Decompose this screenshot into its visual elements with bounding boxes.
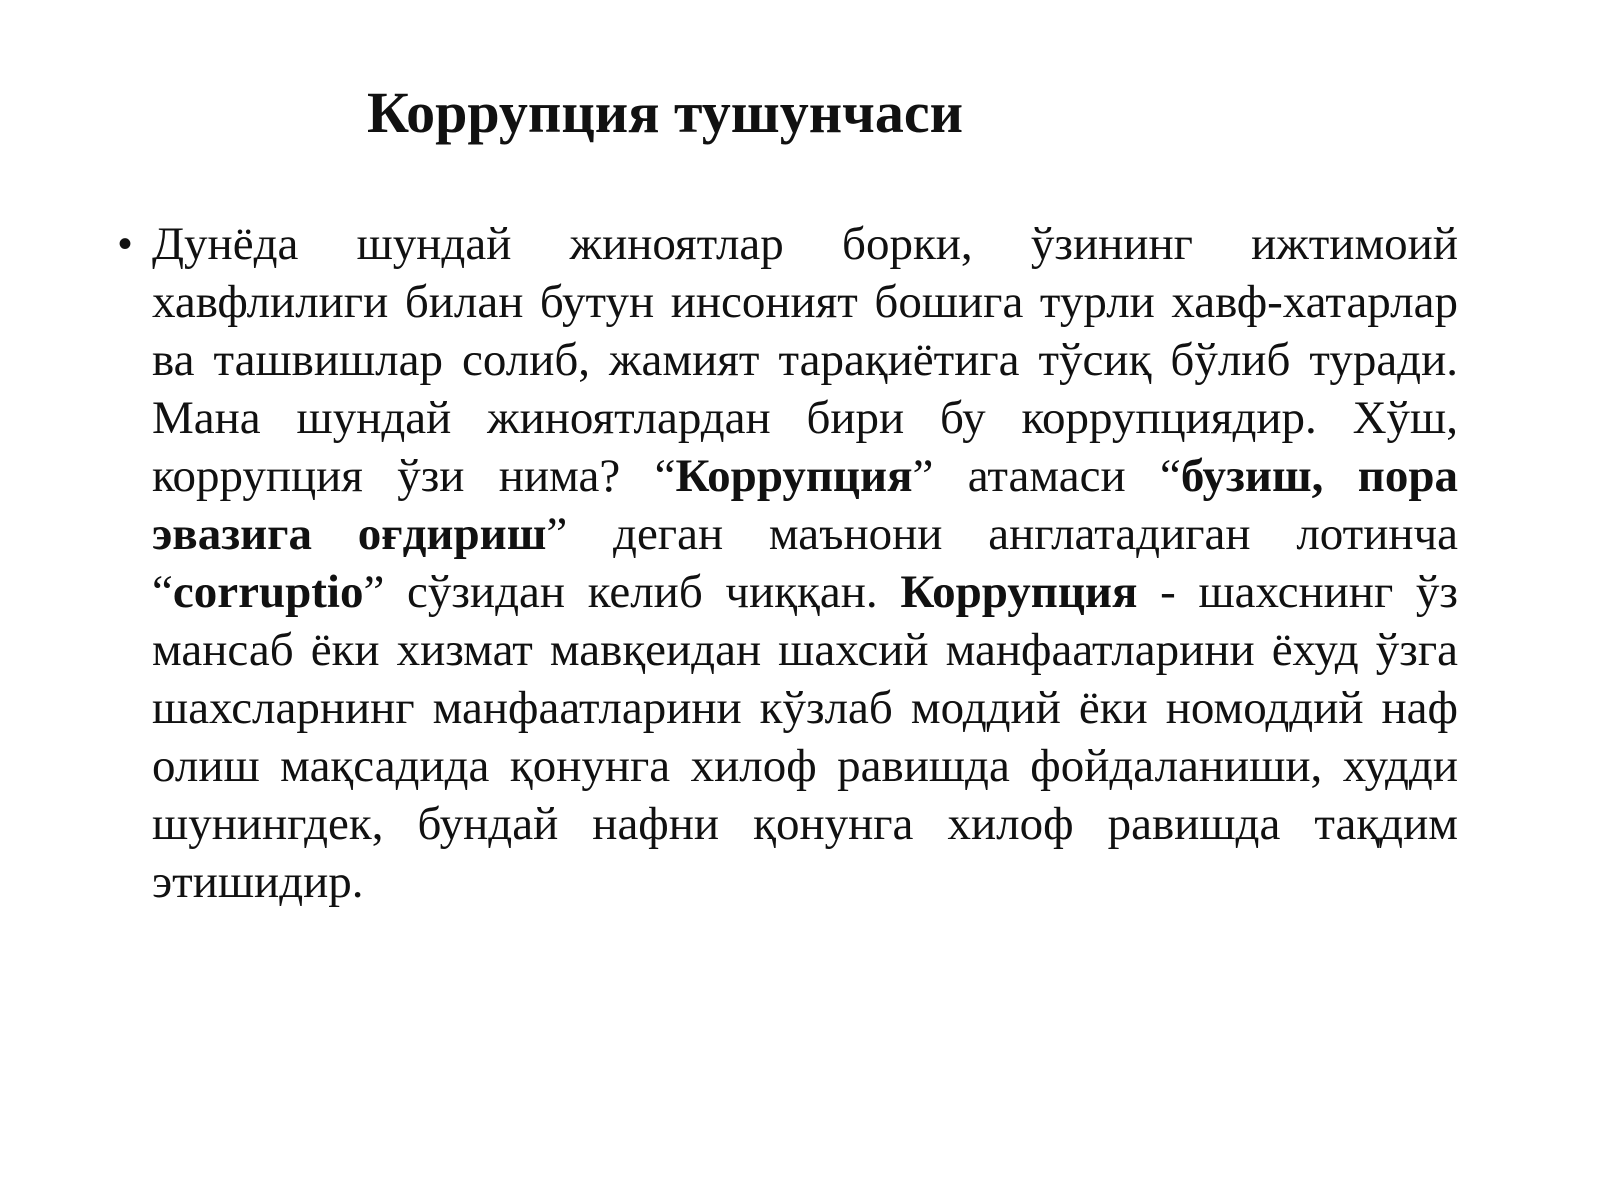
paragraph-text-3: ” деган маънони англатадиган лотинча “	[152, 508, 1458, 618]
paragraph-text-4: ” сўзидан келиб чиққан.	[363, 566, 901, 618]
paragraph-text-2: ” атамаси “	[912, 450, 1181, 502]
paragraph-text-1: Дунёда шундай жиноятлар борки, ўзининг ижтимоий хавфлилиги билан бутун инсоният бошига турли хавф-хатарлар ва ташвишлар солиб, жамият тарақиётига тўсиқ бўлиб туради. Мана шундай жиноятлардан бири бу коррупциядир. Хўш, коррупция ўзи нима? “	[152, 218, 1458, 502]
bold-term-corruption: Коррупция	[675, 450, 913, 502]
bullet-list	[118, 215, 1458, 911]
bold-term-latin: corruptio	[172, 566, 364, 618]
paragraph-text-5: - шахснинг ўз мансаб ёки хизмат мавқеидан шахсий манфаатларини ёхуд ўзга шахсларнинг манфаатларини кўзлаб моддий ёки номоддий наф олиш мақсадида қонунга хилоф равишда фойдаланиши, худди шунингдек, бундай нафни қонунга хилоф равишда тақдим этишидир.	[152, 566, 1458, 908]
bold-term-meaning: бузиш, пора эвазига оғдириш	[152, 450, 1458, 560]
slide-title: Коррупция тушунчаси	[366, 80, 964, 145]
bullet-icon: •	[118, 222, 133, 266]
bold-term-definition: Коррупция	[900, 566, 1138, 618]
bullet-item	[118, 215, 1458, 911]
